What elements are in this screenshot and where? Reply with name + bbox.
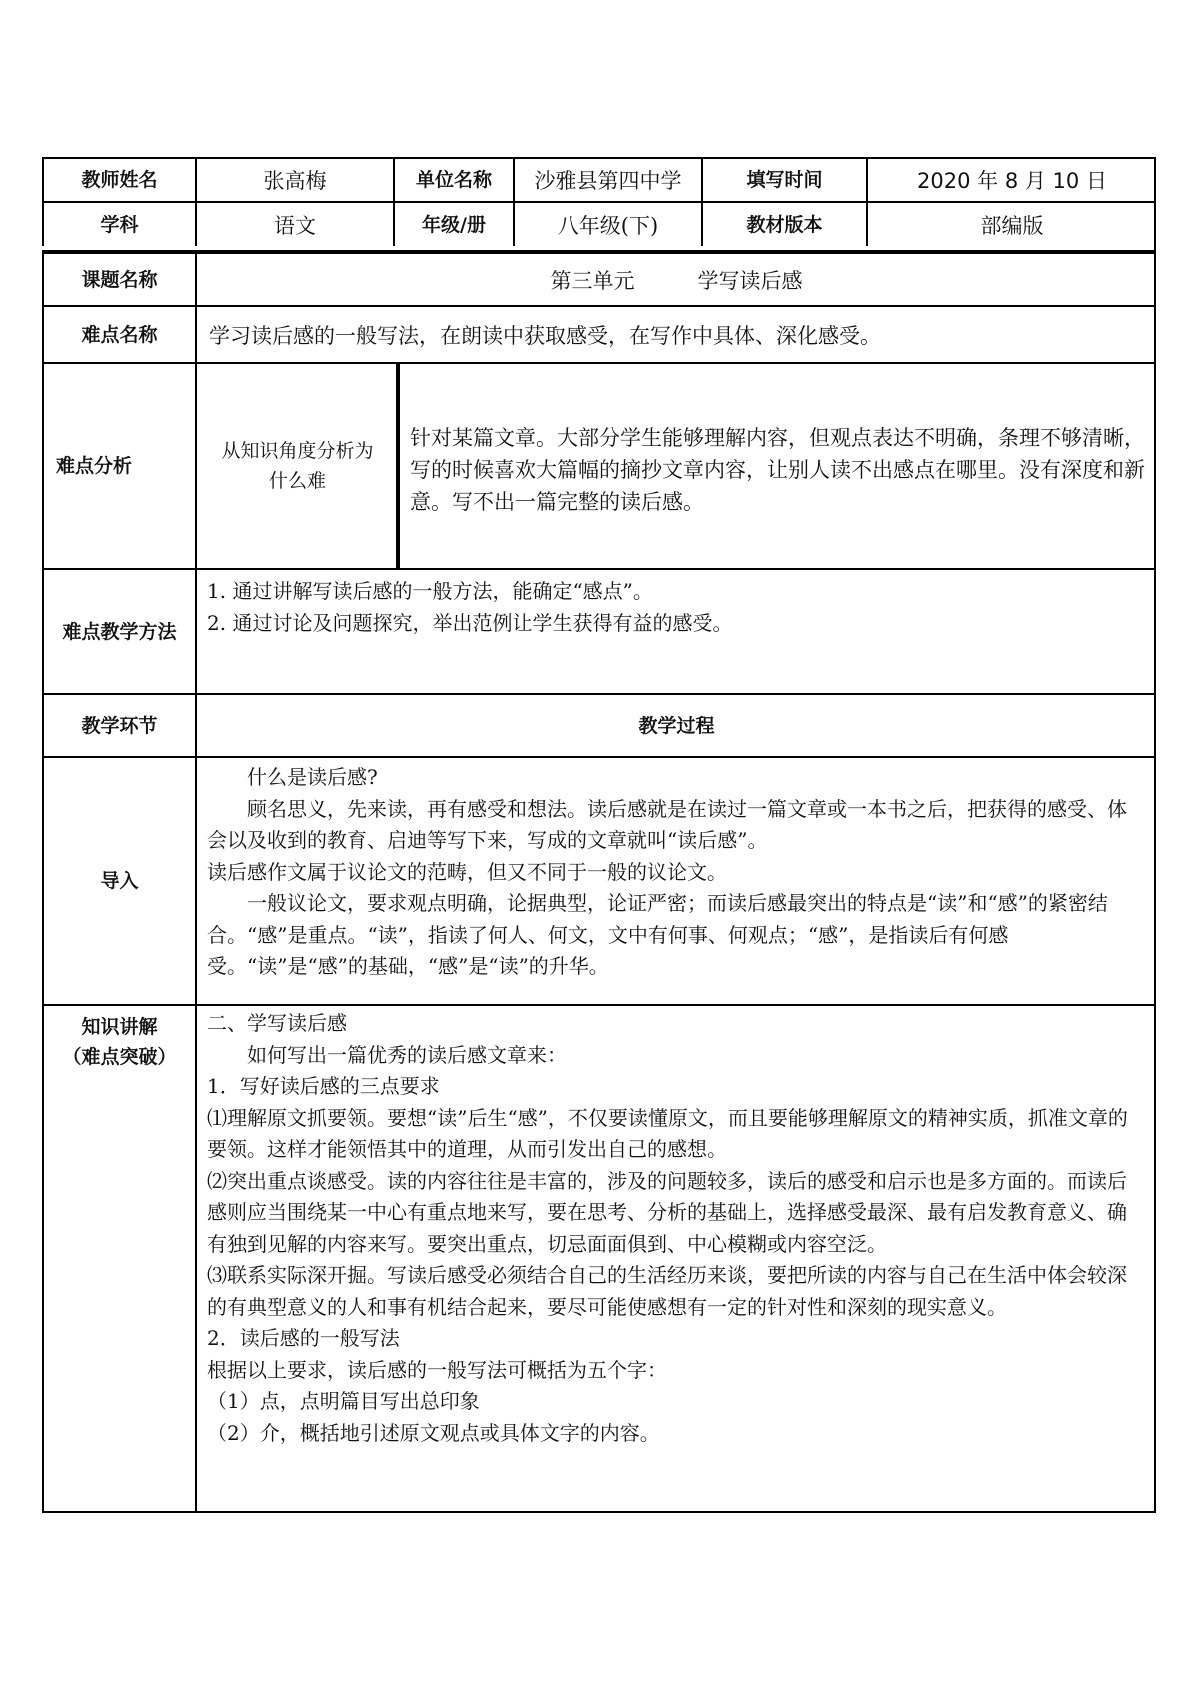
analysis-text: 针对某篇文章。大部分学生能够理解内容，但观点表达不明确，条理不够清晰，写的时候喜欢大篇幅的摘抄文章内容，让别人读不出感点在哪里。没有深度和新意。写不出一篇完整的读后感。 <box>410 426 1145 514</box>
edition-label: 教材版本 <box>701 201 866 246</box>
grade-label: 年级/册 <box>393 201 513 246</box>
intro-label: 导入 <box>42 756 195 1004</box>
subject-label: 学科 <box>42 201 195 246</box>
topic-label: 课题名称 <box>42 252 195 305</box>
intro-line: 一般议论文，要求观点明确，论据典型，论证严密；而读后感最突出的特点是“读”和“感”的紧密结合。“感”是重点。“读”，指读了何人、何文，文中有何事、何观点；“感”，是指读后有何感受。“读”是“感”的基础，“感”是“读”的升华。 <box>207 891 1108 978</box>
fill-date-label: 填写时间 <box>701 157 866 201</box>
knowledge-label-cell <box>42 1004 195 1513</box>
method-list <box>197 570 1156 639</box>
knowledge-label-line2: （难点突破） <box>62 1046 177 1068</box>
grade-value: 八年级(下) <box>513 201 701 246</box>
knowledge-text <box>197 1006 1156 1449</box>
difficulty-label: 难点名称 <box>42 305 195 362</box>
analysis-text-cell <box>398 362 1156 568</box>
fill-date-value: 2020 年 8 月 10 日 <box>866 157 1156 201</box>
knowledge-line: （1）点，点明篇目写出总印象 <box>207 1389 480 1413</box>
analysis-sub-cell <box>195 362 398 568</box>
knowledge-line: ⑶联系实际深开掘。写读后感受必须结合自己的生活经历来谈，要把所读的内容与自己在生活中体会较深的有典型意义的人和事有机结合起来，要尽可能使感想有一定的针对性和深刻的现实意义。 <box>207 1263 1127 1319</box>
intro-line: 读后感作文属于议论文的范畴，但又不同于一般的议论文。 <box>207 859 727 884</box>
divider <box>396 362 398 568</box>
method-item: 1. 通过讲解写读后感的一般方法，能确定“感点”。 <box>207 579 653 603</box>
knowledge-line: 根据以上要求，读后感的一般写法可概括为五个字： <box>207 1357 667 1382</box>
knowledge-line: 1．写好读后感的三点要求 <box>207 1074 440 1098</box>
method-label: 难点教学方法 <box>42 568 195 693</box>
knowledge-line: 2．读后感的一般写法 <box>207 1326 400 1350</box>
method-item: 2. 通过讨论及问题探究，举出范例让学生获得有益的感受。 <box>207 610 733 635</box>
method-cell <box>195 568 1156 693</box>
stage-header: 教学环节 <box>42 693 195 756</box>
knowledge-line: （2）介，概括地引述原文观点或具体文字的内容。 <box>207 1420 660 1445</box>
knowledge-line: ⑴理解原文抓要领。要想“读”后生“感”，不仅要读懂原文，而且要能够理解原文的精神实质，抓准文章的要领。这样才能领悟其中的道理，从而引发出自己的感想。 <box>207 1105 1128 1161</box>
knowledge-cell <box>195 1004 1156 1513</box>
intro-cell <box>195 756 1156 1004</box>
analysis-sub-label: 从知识角度分析为什么难 <box>221 440 374 492</box>
knowledge-line: 二、学写读后感 <box>207 1011 347 1035</box>
topic-value: 第三单元 学写读后感 <box>195 252 1156 305</box>
knowledge-line: ⑵突出重点谈感受。读的内容往往是丰富的，涉及的问题较多，读后的感受和启示也是多方面的。而读后感则应当围绕某一中心有重点地来写，要在思考、分析的基础上，选择感受最深、最有启发教育意义、确有独到见解的内容来写。要突出重点，切忌面面俱到、中心模糊或内容空泛。 <box>207 1168 1127 1256</box>
subject-value: 语文 <box>195 201 393 246</box>
knowledge-label-line1: 知识讲解 <box>81 1016 158 1038</box>
intro-line: 顾名思义，先来读，再有感受和想法。读后感就是在读过一篇文章或一本书之后，把获得的感受、体会以及收到的教育、启迪等写下来，写成的文章就叫“读后感”。 <box>207 796 1127 852</box>
intro-text <box>197 758 1156 983</box>
edition-value: 部编版 <box>866 201 1156 246</box>
unit-name-value: 沙雅县第四中学 <box>513 157 701 201</box>
knowledge-line: 如何写出一篇优秀的读后感文章来： <box>247 1042 567 1067</box>
difficulty-value: 学习读后感的一般写法，在朗读中获取感受，在写作中具体、深化感受。 <box>195 305 1156 362</box>
process-header: 教学过程 <box>195 693 1156 756</box>
unit-name-label: 单位名称 <box>393 157 513 201</box>
teacher-name-value: 张高梅 <box>195 157 393 201</box>
analysis-label: 难点分析 <box>42 362 195 568</box>
teacher-name-label: 教师姓名 <box>42 157 195 201</box>
intro-line: 什么是读后感? <box>247 765 378 789</box>
